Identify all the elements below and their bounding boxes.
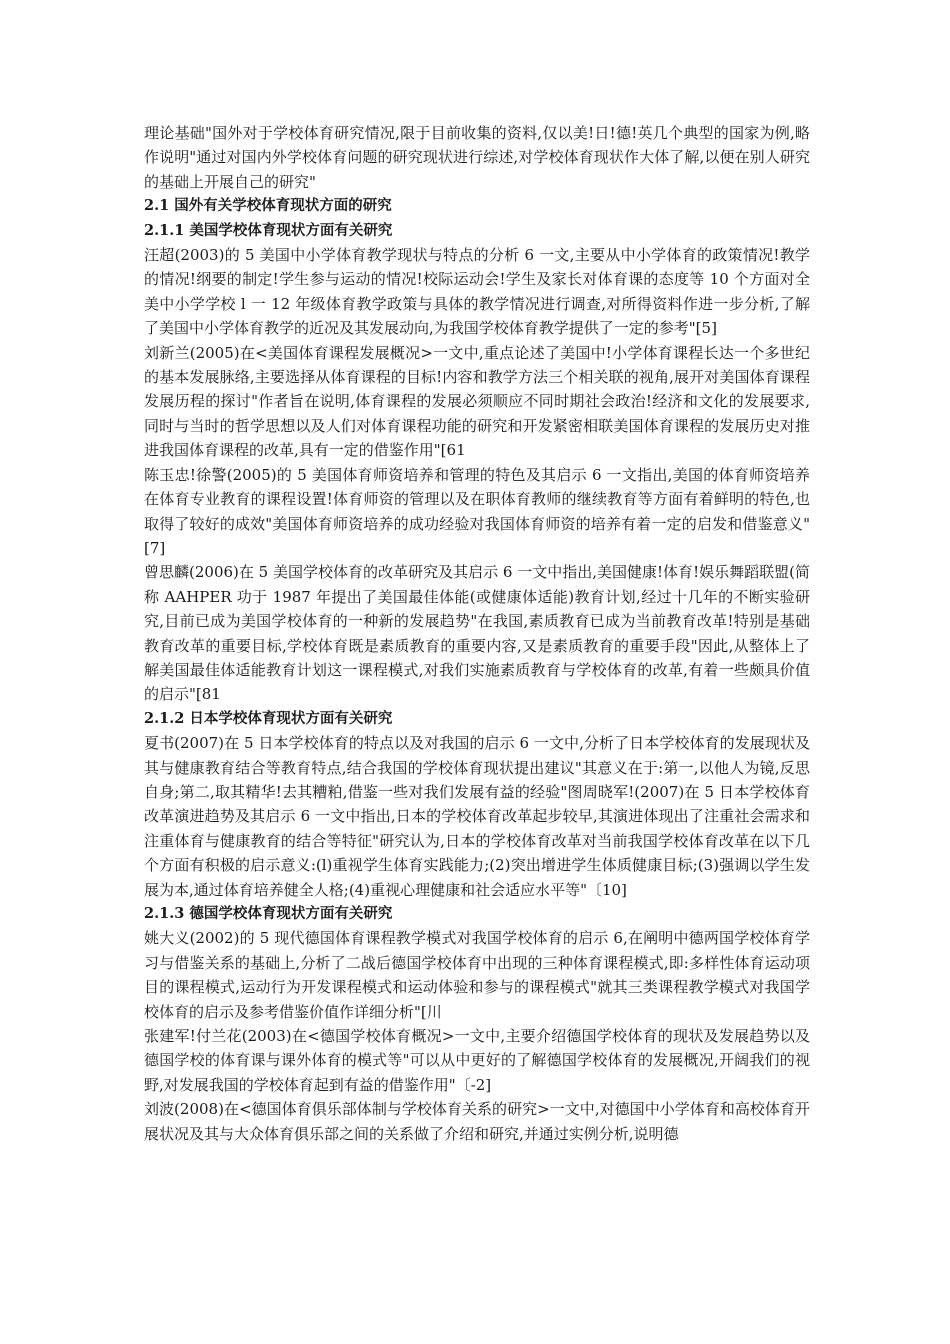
paragraph-chen-yuzhong: 陈玉忠!徐警(2005)的 5 美国体育师资培养和管理的特色及其启示 6 一文指出,美国的体育师资培养在体育专业教育的课程设置!体育师资的管理以及在职体育教师的继续教育等方面有着鲜明的特色,也取得了较好的成效"美国体育师资培养的成功经验对我国体育师资的培养有着一定的启发和借鉴意义"[7] <box>144 465 810 557</box>
subsection-heading-2-1-2: 2.1.2 日本学校体育现状方面有关研究 <box>144 709 393 727</box>
paragraph-xia-shu: 夏书(2007)在 5 日本学校体育的特点以及对我国的启示 6 一文中,分析了日本学校体育的发展现状及其与健康教育结合等教育特点,结合我国的学校体育现状提出建议"其意义在于:第一,以他人为镜,反思自身;第二,取其精华!去其糟粕,借鉴一些对我们发展有益的经验"图周晓军!(2007)在 5 日本学校体育改革演进趋势及其启示 6 一文中指出,日本的学校体育改革起步较早,其演进体现出了注重社会需求和注重体育与健康教育的结合等特征"研究认为,日本的学校体育改革对当前我国学校体育改革在以下几个方面有积极的启示意义:(l)重视学生体育实践能力;(2)突出增进学生体质健康目标;(3)强调以学生发展为本,通过体育培养健全人格;(4)重视心理健康和社会适应水平等"〔10] <box>144 734 810 899</box>
paragraph-liu-bo: 刘波(2008)在<德国体育俱乐部体制与学校体育关系的研究>一文中,对德国中小学体育和高校体育开展状况及其与大众体育俱乐部之间的关系做了介绍和研究,并通过实例分析,说明德 <box>144 1100 810 1143</box>
paragraph-wang-chao: 汪超(2003)的 5 美国中小学体育教学现状与特点的分析 6 一文,主要从中小学体育的政策情况!教学的情况!纲要的制定!学生参与运动的情况!校际运动会!学生及家长对体育课的态度等 10 个方面对全美中小学学校 l 一 12 年级体育教学政策与具体的教学情况进行调查,对所得资料作进一步分析,了解了美国中小学体育教学的近况及其发展动向,为我国学校体育教学提供了一定的参考"[5] <box>144 246 810 338</box>
subsection-heading-2-1-3: 2.1.3 德国学校体育现状方面有关研究 <box>144 905 393 922</box>
paragraph-zeng-silin: 曾思麟(2006)在 5 美国学校体育的改革研究及其启示 6 一文中指出,美国健康!体育!娱乐舞蹈联盟(简称 AAHPER 功于 1987 年提出了美国最佳体能(或健康体适能)教育计划,经过十几年的不断实验研究,目前已成为美国学校体育的一种新的发展趋势"在我国,素质教育已成为当前教育改革!特别是基础教育改革的重要目标,学校体育既是素质教育的重要内容,又是素质教育的重要手段"因此,从整体上了解美国最佳体适能教育计划这一课程模式,对我们实施素质教育与学校体育的改革,有着一些颇具价值的启示"[81 <box>144 563 810 704</box>
paragraph-zhang-jianjun: 张建军!付兰花(2003)在<德国学校体育概况>一文中,主要介绍德国学校体育的现状及发展趋势以及德国学校的体育课与课外体育的模式等"可以从中更好的了解德国学校体育的发展概况,开阔我们的视野,对发展我国的学校体育起到有益的借鉴作用"〔-2] <box>144 1027 810 1094</box>
paragraph-yao-dayi: 姚大义(2002)的 5 现代德国体育课程教学模式对我国学校体育的启示 6,在阐明中德两国学校体育学习与借鉴关系的基础上,分析了二战后德国学校体育中出现的三种体育课程模式,即:多样性体育运动项目的课程模式,运动行为开发课程模式和运动体验和参与的课程模式"就其三类课程教学模式对我国学校体育的启示及参考借鉴价值作详细分析"[川 <box>144 929 810 1021</box>
subsection-heading-2-1-1: 2.1.1 美国学校体育现状方面有关研究 <box>144 221 393 239</box>
paragraph-liu-xinlan: 刘新兰(2005)在<美国体育课程发展概况>一文中,重点论述了美国中!小学体育课程长达一个多世纪的基本发展脉络,主要选择从体育课程的目标!内容和教学方法三个相关联的视角,展开对美国体育课程发展历程的探讨"作者旨在说明,体育课程的发展必须顺应不同时期社会政治!经济和文化的发展要求,同时与当时的哲学思想以及人们对体育课程功能的研究和开发紧密相联美国体育课程的发展历史对推进我国体育课程的改革,具有一定的借鉴作用"[61 <box>144 343 810 460</box>
document-page <box>144 121 810 1146</box>
paragraph-intro: 理论基础"国外对于学校体育研究情况,限于目前收集的资料,仅以美!日!德!英几个典型的国家为例,略作说明"通过对国内外学校体育问题的研究现状进行综述,对学校体育现状作大体了解,以便在别人研究的基础上开展自己的研究" <box>144 124 810 191</box>
section-heading-2-1: 2.1 国外有关学校体育现状方面的研究 <box>144 197 392 215</box>
